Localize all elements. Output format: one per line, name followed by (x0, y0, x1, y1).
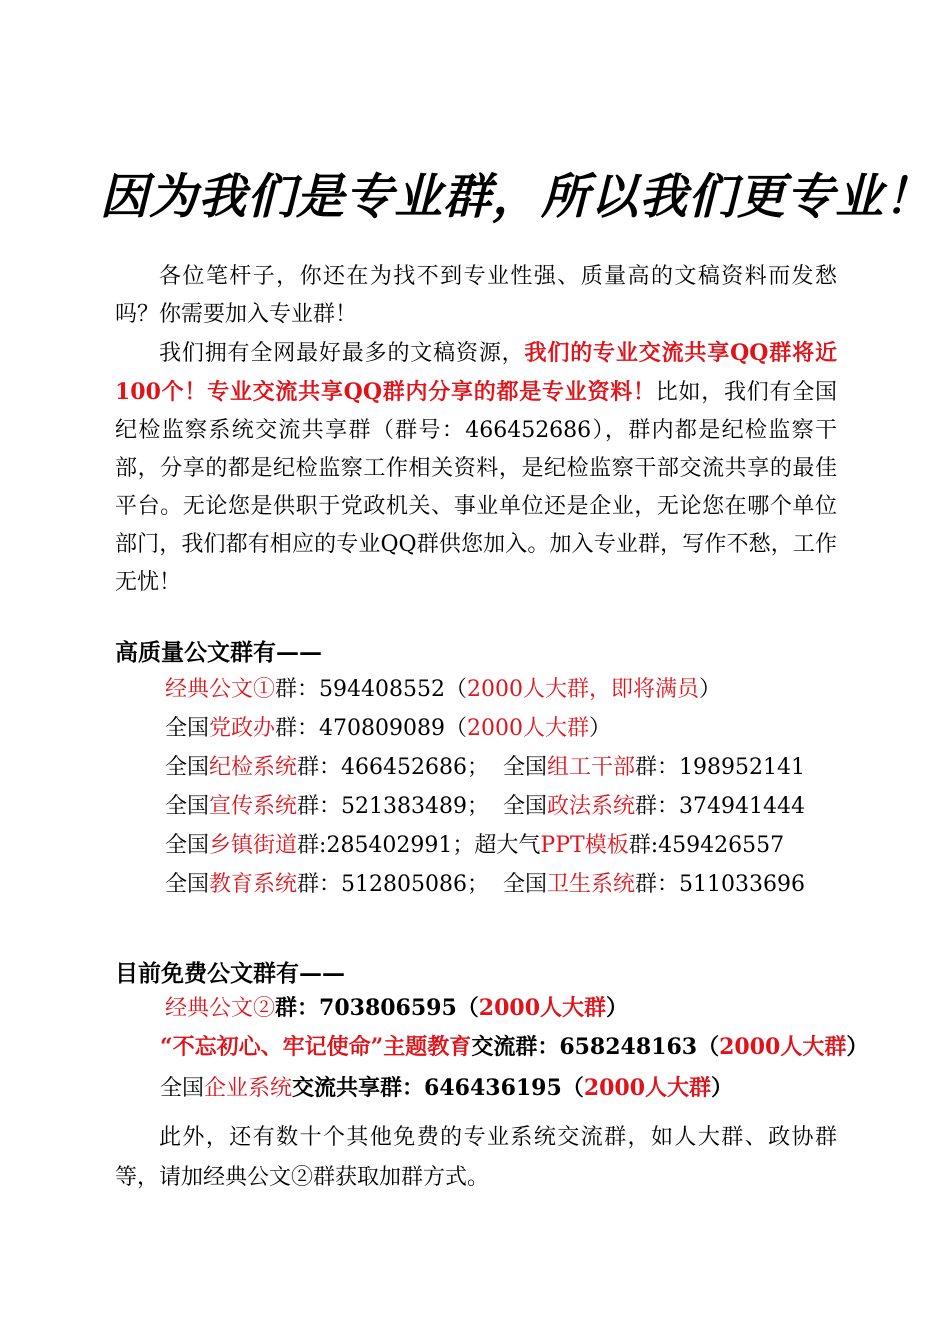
group-name: 教育系统 (209, 872, 298, 897)
group-name: 经典公文① (165, 677, 276, 702)
group-prefix: 全国 (165, 716, 210, 741)
group-name-2: 卫生系统 (547, 872, 636, 897)
paid-group-row-1 (165, 673, 721, 707)
group-note: 2000人大群 (719, 1034, 847, 1060)
group-number-2: 群:459426557 (628, 833, 785, 858)
paid-group-row-3 (165, 751, 805, 785)
group-name: 纪检系统 (209, 755, 298, 780)
group-number-2: 群：374941444 (635, 794, 805, 819)
group-prefix: 全国 (165, 794, 210, 819)
group-name-2: 组工干部 (547, 755, 636, 780)
group-number: 群：703806595（ (275, 995, 479, 1021)
outro-section (115, 1118, 837, 1198)
group-name: 党政办 (209, 716, 276, 741)
paid-group-row-4 (165, 790, 805, 824)
intro-section (115, 258, 837, 602)
group-name: “不忘初心、牢记使命”主题教育 (160, 1034, 472, 1060)
group-number-2: 群：511033696 (635, 872, 805, 897)
free-groups-heading: 目前免费公文群有—— (115, 960, 345, 987)
intro-p2-highlight: 我们的专业交流共享QQ群将近100个！专业交流共享QQ群内分享的都是专业资料！ (115, 340, 837, 405)
group-note: 2000人大群 (583, 1075, 712, 1101)
intro-p2-body: 比如，我们有全国纪检监察系统交流共享群（群号：466452686），群内都是纪检监察干部，分享的都是纪检监察工作相关资料，是纪检监察干部交流共享的最佳平台。无论您是供职于党政机关、事业单位还是企业，无论您在哪个单位部门，我们都有相应的专业QQ群供您加入。加入专业群，写作不愁，工作无忧！ (115, 380, 837, 595)
paid-groups-heading: 高质量公文群有—— (115, 639, 322, 666)
group-name-2: PPT模板 (540, 833, 629, 858)
paid-group-row-2 (165, 712, 611, 746)
group-prefix: 全国 (160, 1076, 205, 1101)
group-number: 交流群：658248163（ (471, 1034, 720, 1060)
group-prefix: 全国 (165, 755, 210, 780)
group-note-close: ） (711, 1075, 734, 1101)
group-number: 群：466452686； 全国 (297, 755, 547, 780)
paid-group-row-5 (165, 829, 784, 863)
group-name: 乡镇街道 (209, 833, 298, 858)
group-note-close: ） (606, 995, 629, 1021)
group-prefix: 全国 (165, 872, 210, 897)
group-note-close: ） (699, 677, 722, 702)
free-group-row-1 (165, 991, 628, 1025)
group-note: 2000人大群，即将满员 (467, 677, 699, 702)
group-number-2: 群：198952141 (635, 755, 805, 780)
group-number: 群：594408552（ (275, 677, 467, 702)
group-number: 交流共享群：646436195（ (292, 1075, 584, 1101)
intro-paragraph-2 (115, 334, 837, 602)
intro-p2-lead: 我们拥有全网最好最多的文稿资源， (159, 341, 525, 366)
paid-group-row-6 (165, 868, 805, 902)
group-number: 群：521383489； 全国 (297, 794, 547, 819)
group-name: 经典公文② (165, 996, 276, 1021)
group-note-close: ） (846, 1034, 869, 1060)
free-group-row-3 (160, 1071, 733, 1105)
group-name-2: 政法系统 (547, 794, 636, 819)
group-note: 2000人大群 (467, 716, 590, 741)
intro-paragraph-1: 各位笔杆子，你还在为找不到专业性强、质量高的文稿资料而发愁吗？你需要加入专业群！ (115, 264, 837, 327)
free-group-row-2 (160, 1030, 868, 1064)
group-name: 企业系统 (204, 1076, 293, 1101)
group-note: 2000人大群 (478, 995, 607, 1021)
outro-paragraph: 此外，还有数十个其他免费的专业系统交流群，如人大群、政协群等，请加经典公文②群获取加群方式。 (115, 1125, 837, 1190)
page-title: 因为我们是专业群，所以我们更专业！ (100, 169, 934, 225)
group-number: 群：470809089（ (275, 716, 468, 741)
group-name: 宣传系统 (209, 794, 298, 819)
group-number: 群：512805086； 全国 (297, 872, 547, 897)
group-note-close: ） (589, 716, 612, 741)
group-number: 群:285402991；超大气 (297, 833, 541, 858)
group-prefix: 全国 (165, 833, 210, 858)
